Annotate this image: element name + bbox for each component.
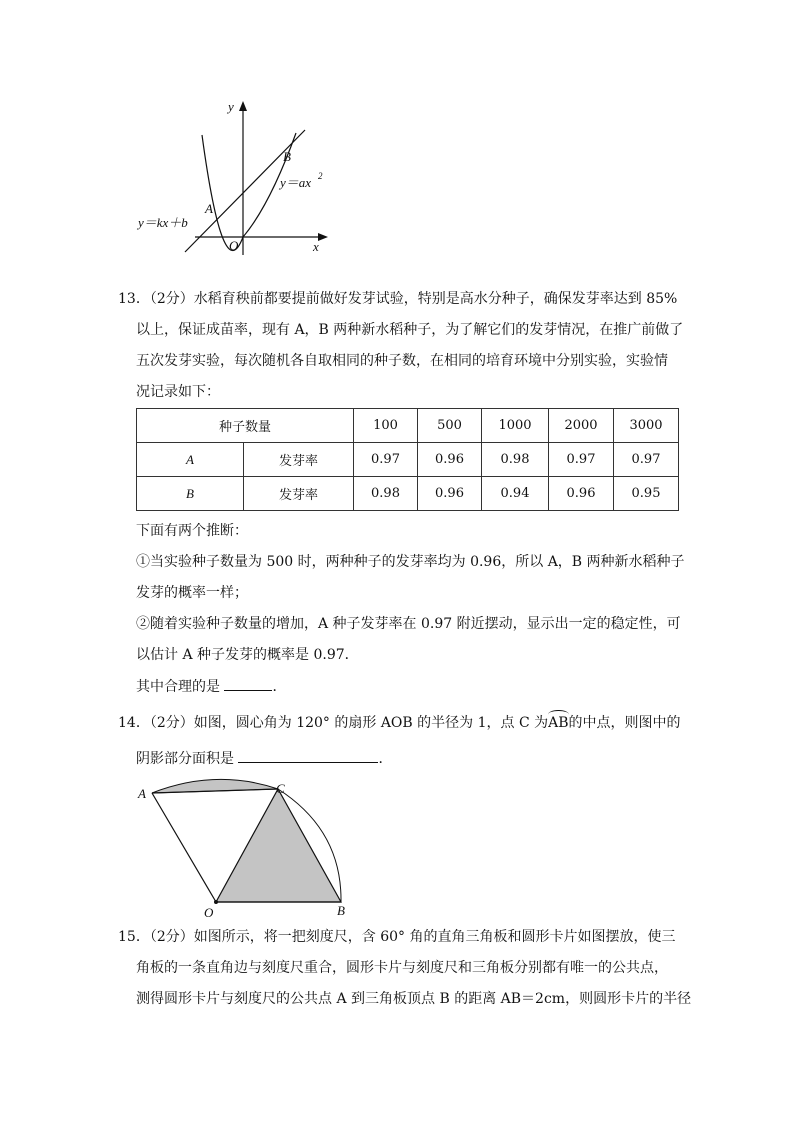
table-cell: 0.95 — [614, 477, 679, 511]
q14-answer-blank[interactable] — [238, 748, 378, 763]
table-cell: 0.97 — [614, 443, 679, 477]
q13-infer1-line2: 发芽的概率一样； — [136, 585, 248, 601]
q13-line1 — [118, 289, 677, 309]
q15-score: （2分） — [149, 929, 194, 945]
table-cell: 0.96 — [418, 443, 482, 477]
q13-line2: 以上，保证成苗率，现有 A，B 两种新水稻种子，为了解它们的发芽情况，在推广前做了 — [136, 322, 684, 338]
q14-sector-figure — [130, 775, 360, 925]
table-seed-name: B — [137, 477, 244, 511]
table-count: 3000 — [614, 409, 679, 443]
table-row — [137, 443, 679, 477]
point-b-label: B — [283, 149, 291, 164]
origin-label: O — [229, 238, 239, 253]
table-count: 1000 — [482, 409, 549, 443]
q13-number: 13． — [118, 291, 150, 307]
q15-number: 15． — [118, 929, 150, 945]
table-row — [137, 477, 679, 511]
q14-line1 — [118, 713, 681, 733]
q14-text-a: 如图，圆心角为 120° 的扇形 AOB 的半径为 1，点 C 为 — [193, 715, 549, 731]
table-count: 500 — [418, 409, 482, 443]
point-a-label: A — [205, 201, 213, 216]
y-axis-arrow — [239, 101, 247, 111]
table-cell: 0.98 — [482, 443, 549, 477]
q15-line1 — [118, 927, 675, 947]
table-count: 2000 — [549, 409, 614, 443]
q13-ask — [136, 676, 286, 697]
q13-infer2-line1: ②随着实验种子数量的增加，A 种子发芽率在 0.97 附近摆动，显示出一定的稳定性，可 — [136, 616, 681, 632]
table-cell: 0.98 — [354, 477, 418, 511]
q15-line3: 测得圆形卡片与刻度尺的公共点 A 到三角板顶点 B 的距离 AB＝2cm，则圆形卡片的半径 — [136, 991, 692, 1007]
q14-arc-ab: AB — [548, 715, 569, 731]
q13-line3: 五次发芽实验，每次随机各自取相同的种子数，在相同的培育环境中分别实验，实验情 — [136, 353, 668, 369]
label-b: B — [337, 903, 345, 918]
center-point-o — [214, 900, 218, 904]
table-metric: 发芽率 — [244, 477, 354, 511]
table-cell: 0.96 — [549, 477, 614, 511]
q13-infer2-line2: 以估计 A 种子发芽的概率是 0.97． — [136, 647, 359, 663]
q13-answer-blank[interactable] — [224, 676, 272, 691]
table-count: 100 — [354, 409, 418, 443]
q15-text-1: 如图所示，将一把刻度尺，含 60° 角的直角三角板和圆形卡片如图摆放，使三 — [193, 929, 676, 945]
q14-text-2: 阴影部分面积是 — [136, 751, 234, 767]
table-cell: 0.97 — [549, 443, 614, 477]
q13-infer1-line1: ①当实验种子数量为 500 时，两种种子的发芽率均为 0.96，所以 A，B 两种新水稻种子 — [136, 554, 685, 570]
germination-table — [136, 408, 679, 511]
table-metric: 发芽率 — [244, 443, 354, 477]
table-cell: 0.94 — [482, 477, 549, 511]
label-c: C — [276, 781, 285, 796]
q14-line2-end: ． — [378, 751, 393, 767]
q13-ask-end: ． — [272, 679, 287, 695]
radius-oa — [152, 793, 216, 902]
q13-text-1: 水稻育秧前都要提前做好发芽试验，特别是高水分种子，确保发芽率达到 85% — [193, 291, 678, 307]
q14-line2 — [136, 748, 392, 769]
x-axis-label: x — [313, 239, 319, 254]
label-o: O — [204, 905, 214, 920]
q14-text-b: 的中点，则图中的 — [568, 715, 681, 731]
table-header-label: 种子数量 — [137, 409, 354, 443]
y-axis-label: y — [228, 99, 234, 114]
shaded-triangle-ocb — [216, 789, 341, 902]
q13-line4: 况记录如下： — [136, 384, 220, 400]
q15-line2: 角板的一条直角边与刻度尺重合，圆形卡片与刻度尺和三角板分别都有唯一的公共点， — [136, 960, 668, 976]
parabola-exponent: 2 — [318, 171, 323, 181]
q14-number: 14． — [118, 715, 150, 731]
parabola-curve — [202, 133, 296, 251]
parabola-equation-label: y＝ax — [280, 175, 312, 190]
table-header-row — [137, 409, 679, 443]
x-axis-arrow — [318, 233, 328, 241]
table-cell: 0.96 — [418, 477, 482, 511]
table-cell: 0.97 — [354, 443, 418, 477]
line-equation-label: y＝kx＋b — [138, 215, 188, 230]
q13-ask-text: 其中合理的是 — [136, 679, 220, 695]
label-a: A — [138, 786, 146, 801]
q13-score: （2分） — [149, 291, 194, 307]
q12-graph — [130, 95, 340, 260]
q13-infer-intro: 下面有两个推断： — [136, 523, 248, 539]
q14-score: （2分） — [149, 715, 194, 731]
table-seed-name: A — [137, 443, 244, 477]
